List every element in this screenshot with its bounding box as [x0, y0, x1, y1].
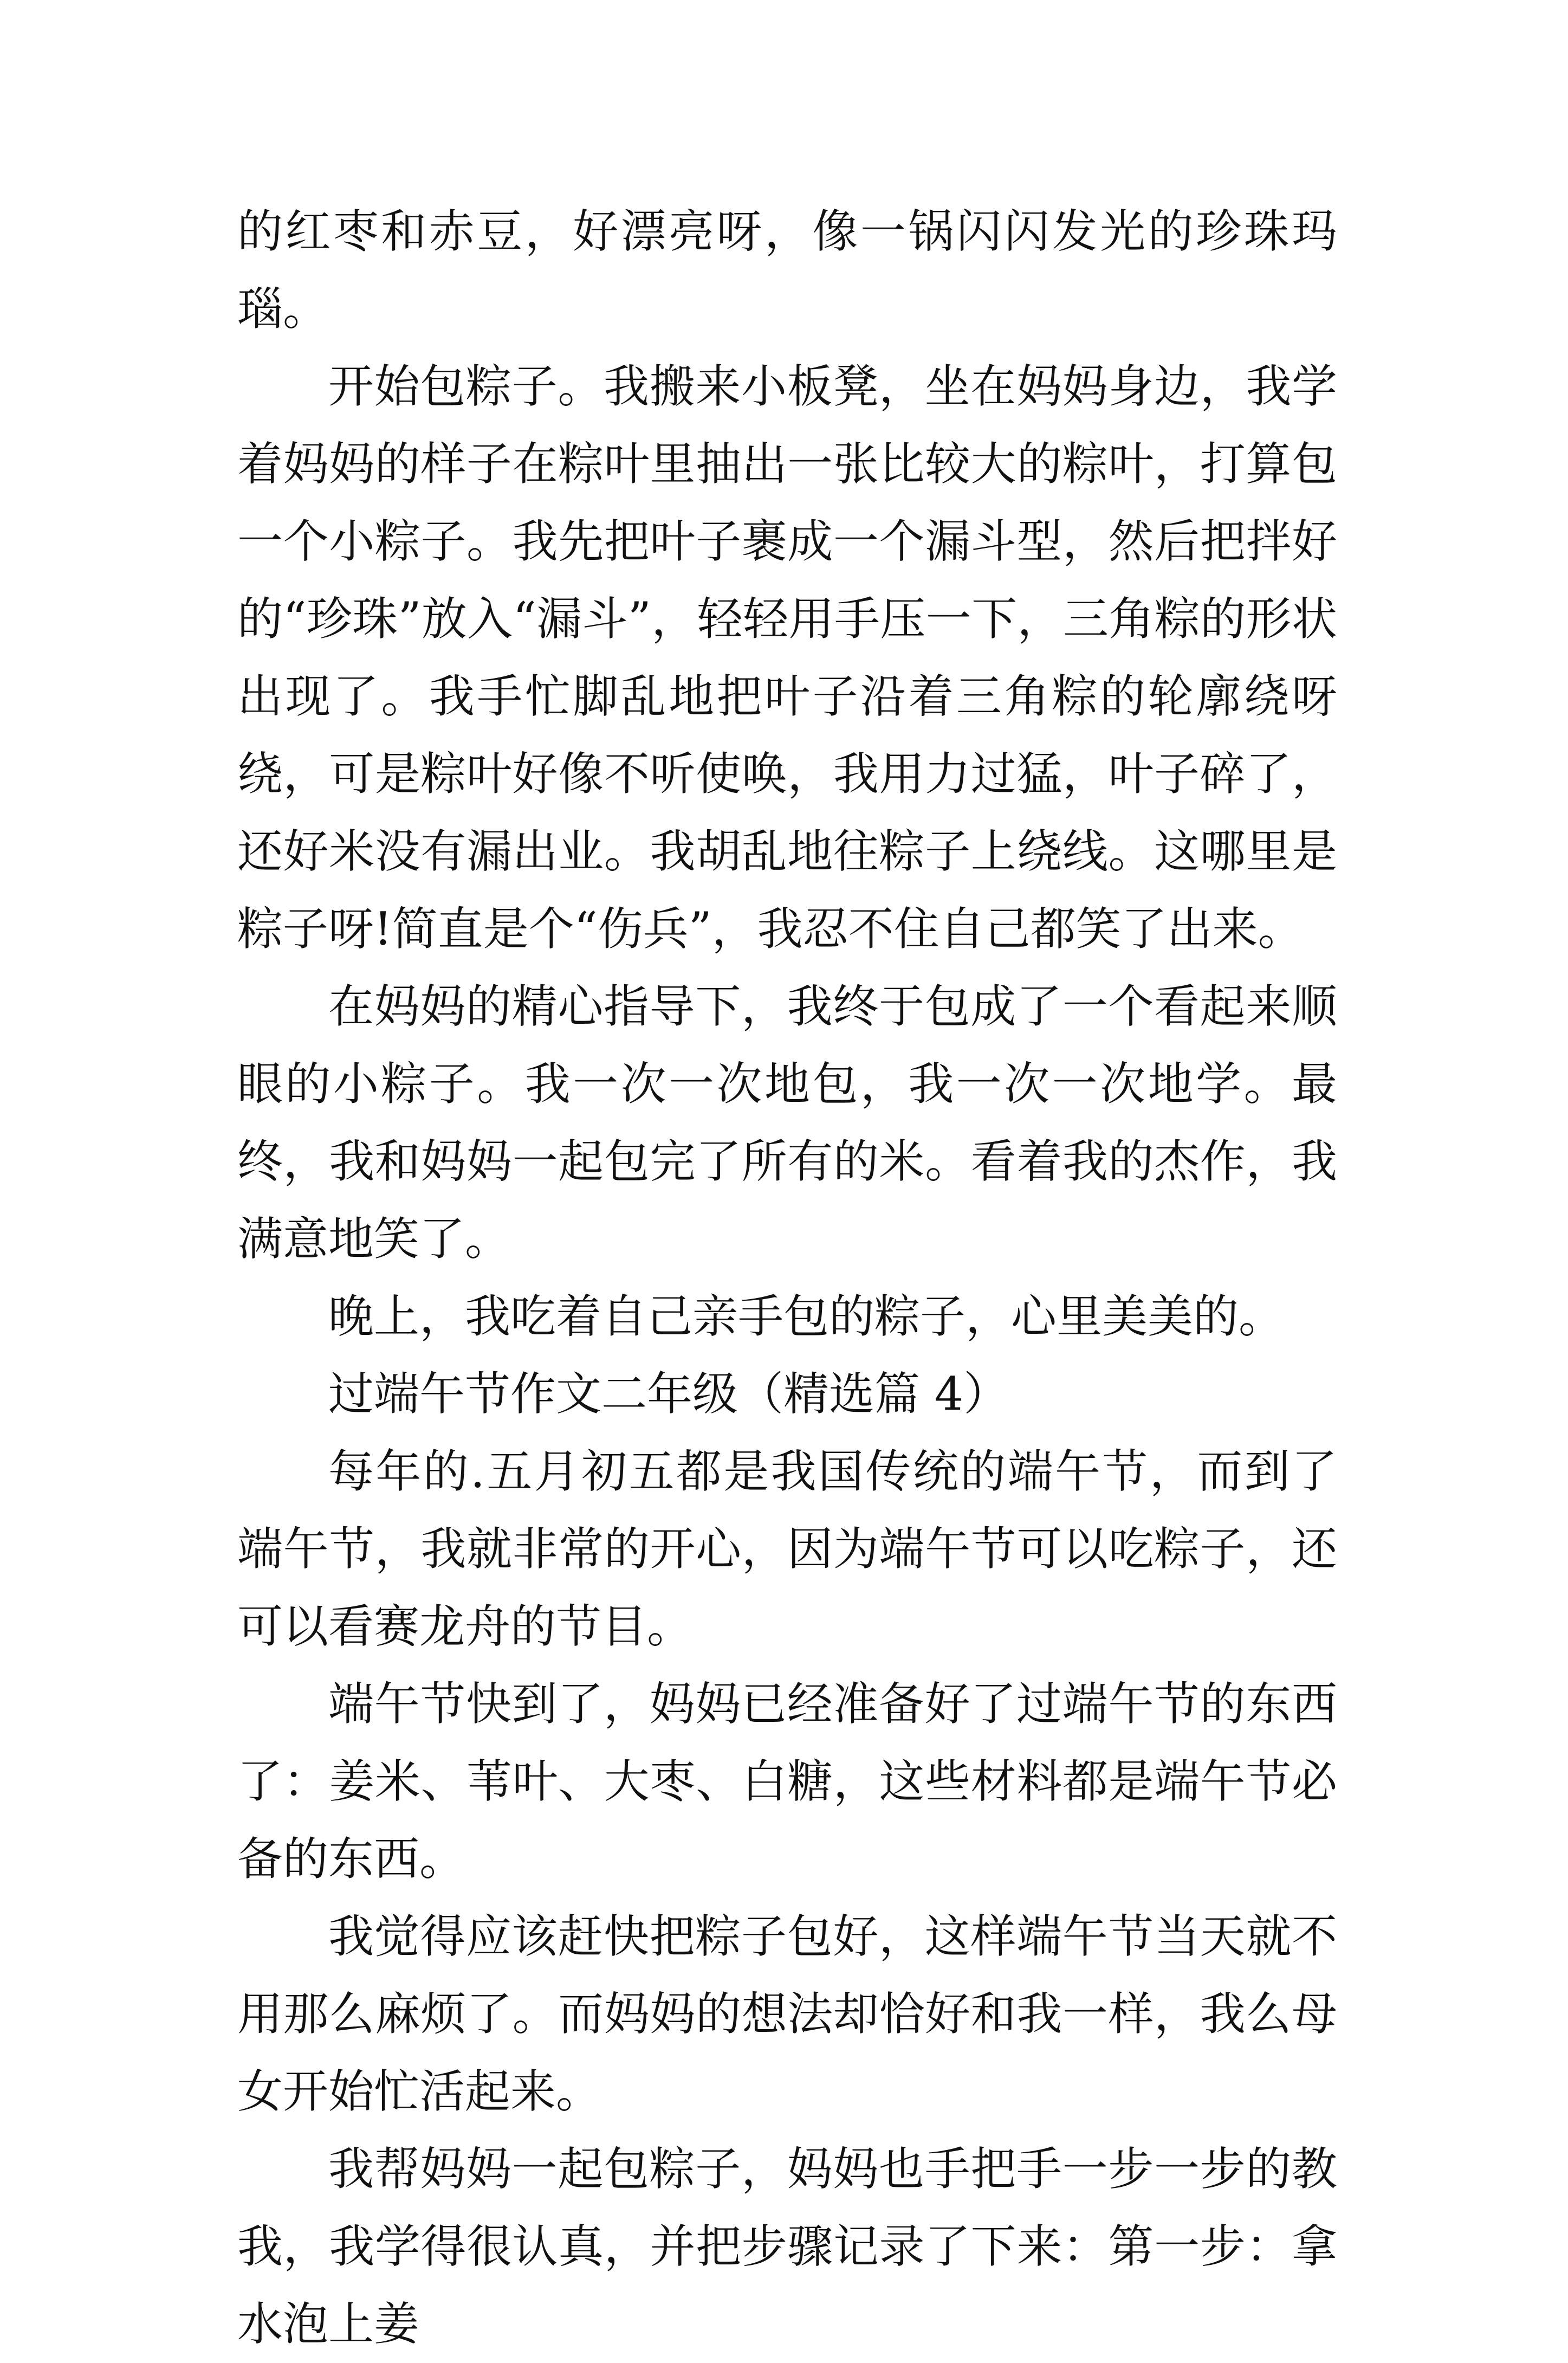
section-heading: 过端午节作文二年级（精选篇 4） [328, 1367, 1009, 1421]
paragraph-guidance: 在妈妈的精心指导下，我终于包成了一个看起来顺眼的小粽子。我一次一次地包，我一次一次地学。最终，我和妈妈一起包完了所有的米。看着我的杰作，我满意地笑了。 [237, 980, 1337, 1266]
paragraph-plan: 我觉得应该赶快把粽子包好，这样端午节当天就不用那么麻烦了。而妈妈的想法却恰好和我一样，我么母女开始忙活起来。 [237, 1910, 1337, 2118]
paragraph-festival-intro: 每年的.五月初五都是我国传统的端午节，而到了端午节，我就非常的开心，因为端午节可以吃粽子，还可以看赛龙舟的节目。 [237, 1445, 1337, 1653]
document-body [237, 193, 1337, 2363]
paragraph-wrapping-zongzi: 开始包粽子。我搬来小板凳，坐在妈妈身边，我学着妈妈的样子在粽叶里抽出一张比较大的粽叶，打算包一个小粽子。我先把叶子裹成一个漏斗型，然后把拌好的“珍珠”放入“漏斗”，轻轻用手压一下，三角粽的形状出现了。我手忙脚乱地把叶子沿着三角粽的轮廓绕呀绕，可是粽叶好像不听使唤，我用力过猛，叶子碎了，还好米没有漏出业。我胡乱地往粽子上绕线。这哪里是粽子呀!简直是个“伤兵”，我忍不住自己都笑了出来。 [237, 360, 1337, 955]
paragraph-steps: 我帮妈妈一起包粽子，妈妈也手把手一步一步的教我，我学得很认真，并把步骤记录了下来：第一步：拿水泡上姜 [237, 2142, 1337, 2351]
paragraph-preparation: 端午节快到了，妈妈已经准备好了过端午节的东西了：姜米、苇叶、大枣、白糖，这些材料都是端午节必备的东西。 [237, 1677, 1337, 1886]
paragraph-continuation: 的红枣和赤豆，好漂亮呀，像一锅闪闪发光的珍珠玛瑙。 [237, 205, 1337, 335]
paragraph-evening: 晚上，我吃着自己亲手包的粽子，心里美美的。 [328, 1290, 1285, 1343]
